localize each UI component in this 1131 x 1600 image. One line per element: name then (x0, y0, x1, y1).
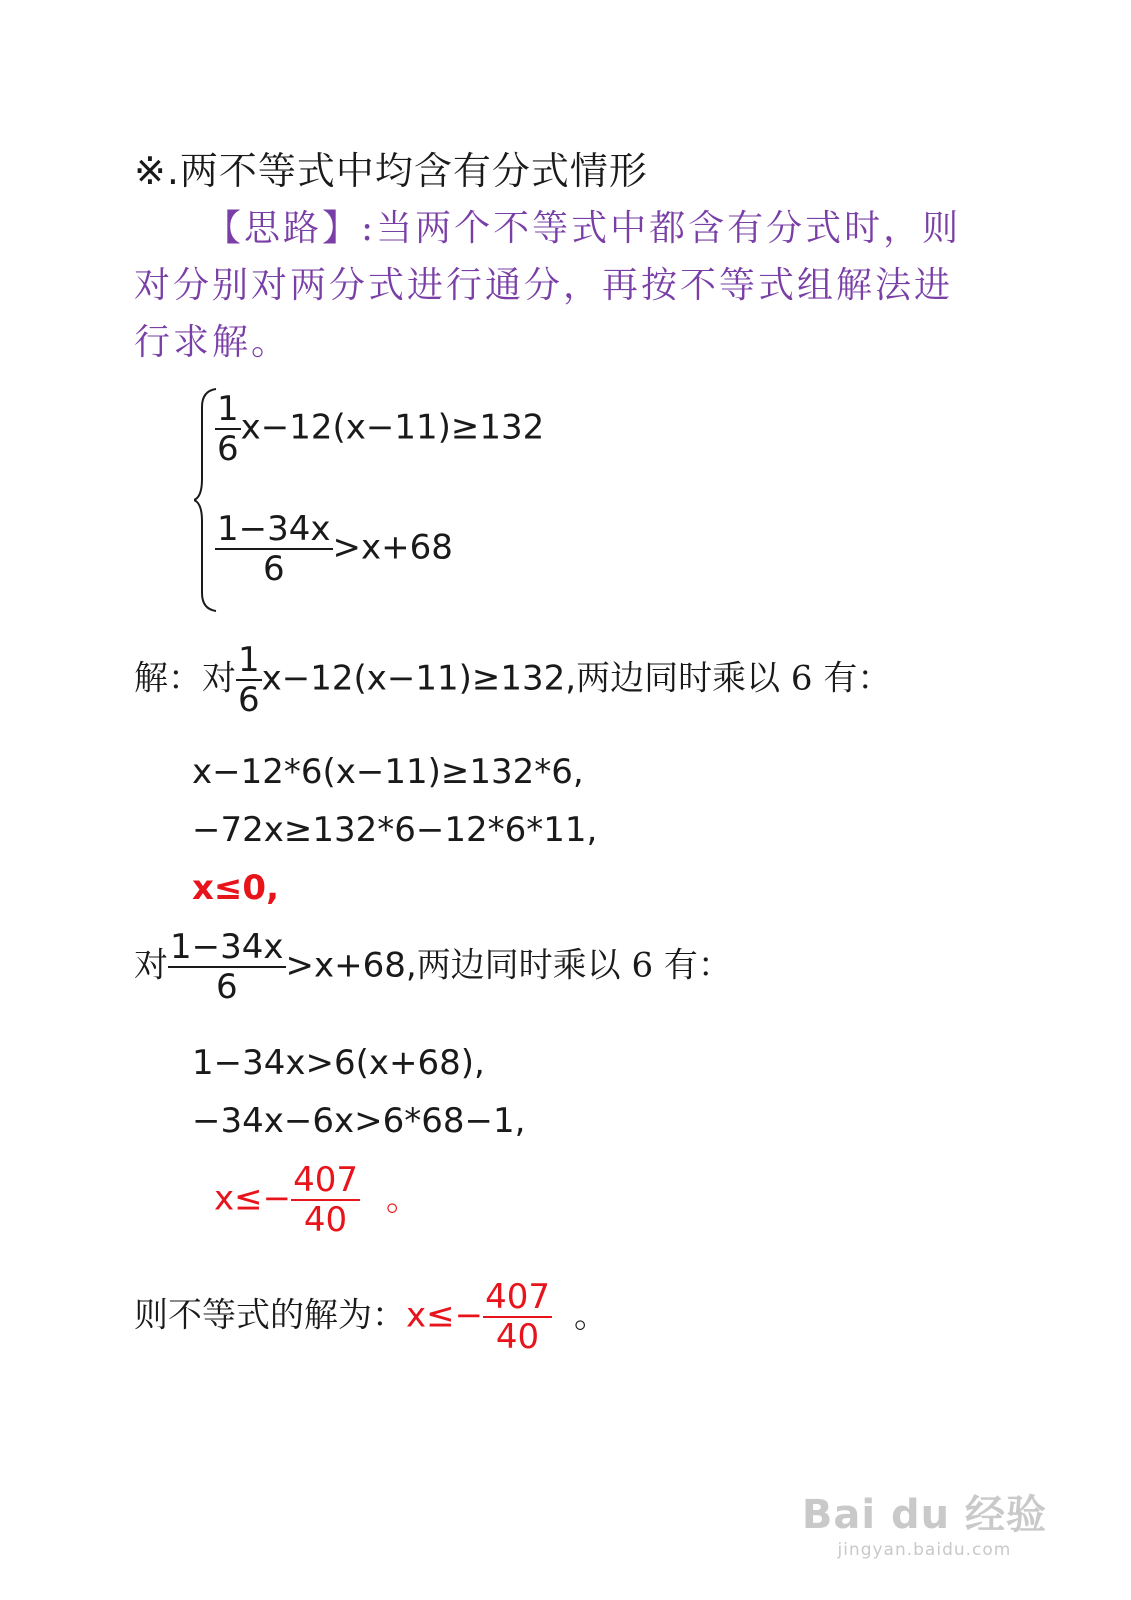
eq1-numerator: 1 (217, 389, 239, 429)
result-2 (214, 1160, 421, 1240)
part1-suffix: 两边同时乘以 6 有： (576, 658, 892, 699)
part1-rest: x−12(x−11)≥132, (261, 658, 577, 699)
solution-part-2 (134, 927, 732, 1007)
part2-rest: >x+68, (285, 945, 417, 986)
eq1-fraction (215, 389, 241, 469)
result-1: x≤0, (192, 868, 279, 908)
idea-line-1: 【思路】:当两个不等式中都含有分式时，则 (205, 208, 962, 249)
watermark-url: jingyan.baidu.com (837, 1540, 1012, 1560)
part1-prefix: 解：对 (134, 658, 236, 699)
conclusion-answer-prefix: x≤− (406, 1295, 484, 1336)
system-equation-1 (215, 389, 545, 469)
idea-line-3: 行求解。 (134, 322, 291, 363)
system-equation-2 (215, 509, 453, 589)
conclusion-fraction (483, 1277, 552, 1357)
conclusion-prefix: 则不等式的解为： (134, 1295, 406, 1336)
eq2-fraction (215, 509, 333, 589)
idea-line-2: 对分别对两分式进行通分，再按不等式组解法进 (134, 265, 954, 306)
eq1-denominator: 6 (217, 429, 239, 469)
eq1-rest: x−12(x−11)≥132 (240, 407, 545, 448)
result2-numerator: 407 (293, 1160, 359, 1200)
part2-suffix: 两边同时乘以 6 有： (416, 945, 732, 986)
eq2-numerator: 1−34x (217, 509, 331, 549)
watermark-logo: Bai du 经验 (801, 1492, 1047, 1538)
part2-prefix: 对 (134, 945, 168, 986)
result2-suffix: 。 (386, 1178, 421, 1219)
conclusion (134, 1277, 609, 1357)
step-2: −72x≥132*6−12*6*11, (192, 810, 598, 850)
section-title: ※.两不等式中均含有分式情形 (134, 149, 648, 193)
baidu-watermark (802, 1483, 1047, 1560)
part2-numerator: 1−34x (170, 927, 284, 967)
eq2-denominator: 6 (262, 549, 285, 589)
result2-fraction (291, 1160, 360, 1240)
part1-numerator: 1 (238, 640, 260, 680)
step-1: x−12*6(x−11)≥132*6, (192, 752, 584, 792)
part1-fraction (236, 640, 262, 720)
part2-fraction (168, 927, 286, 1007)
result2-prefix: x≤− (214, 1178, 292, 1219)
eq2-rest: >x+68 (332, 527, 453, 568)
part2-denominator: 6 (215, 967, 238, 1007)
step-4: −34x−6x>6*68−1, (192, 1101, 526, 1141)
part1-denominator: 6 (238, 680, 260, 720)
conclusion-suffix: 。 (574, 1295, 609, 1336)
result2-denominator: 40 (303, 1200, 348, 1240)
conclusion-denominator: 40 (495, 1317, 540, 1357)
conclusion-numerator: 407 (485, 1277, 551, 1317)
step-3: 1−34x>6(x+68), (192, 1043, 485, 1083)
solution-part-1 (134, 640, 892, 720)
